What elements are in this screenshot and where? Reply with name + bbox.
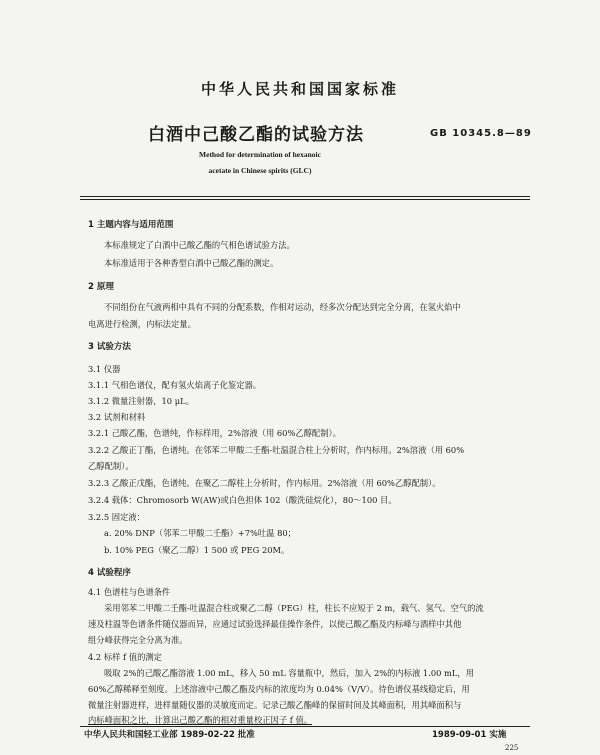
section-4-line: 组分峰获得完全分离为准。 [88, 635, 188, 645]
section-3-line: 乙醇配制）。 [88, 461, 134, 471]
section-1-paragraph: 本标准适用于各种香型白酒中己酸乙酯的测定。 [104, 258, 279, 268]
section-4-heading: 4 试验程序 [88, 568, 131, 578]
english-title-line-2: acetate in Chinese spirits (GLC) [208, 166, 312, 175]
section-4-line: 吸取 2%的己酸乙酯溶液 1.00 mL，移入 50 mL 容量瓶中，然后，加入 2%的内标液 1.00 mL，用 [104, 668, 475, 678]
standard-number: GB 10345.8—89 [430, 128, 532, 139]
section-4-line: 速及柱温等色谱条件随仪器而异，应通过试验选择最佳操作条件，以使己酸乙酯及内标峰与酒样中其他 [88, 619, 462, 629]
section-3-line: 3.2.5 固定液： [88, 512, 145, 522]
section-1-paragraph: 本标准规定了白酒中己酸乙酯的气相色谱试验方法。 [104, 240, 295, 250]
section-3-line: 3.2 试剂和材料 [88, 412, 146, 422]
section-4-line: 采用邻苯二甲酸二壬酯-吐温混合柱或聚乙二醇（PEG）柱，柱长不应短于 2 m，载气、氢气、空气的流 [104, 603, 484, 613]
title-divider-secondary [80, 199, 530, 200]
title-divider [80, 196, 530, 197]
section-1-heading: 1 主题内容与适用范围 [88, 220, 174, 230]
section-3-line: 3.2.2 乙酸正丁酯，色谱纯。在邻苯二甲酸二壬酯-吐温混合柱上分析时，作内标用。2%溶液（用 60% [88, 445, 465, 455]
section-4-line: 内标峰面积之比，计算出己酸乙酯的相对重量校正因子 f 值。 [88, 715, 313, 725]
footer-divider [80, 726, 530, 727]
issuing-authority-header: 中华人民共和国国家标准 [200, 80, 399, 98]
section-2-paragraph: 不同组份在气液两相中具有不同的分配系数，作相对运动，经多次分配达到完全分离，在氢火焰中 [104, 302, 461, 312]
section-3-line: 3.2.3 乙酸正戊酯，色谱纯。在聚乙二醇柱上分析时，作内标用。2%溶液（用 60%乙醇配制）。 [88, 478, 441, 488]
section-3-line: 3.1.2 微量注射器，10 μL。 [88, 396, 194, 406]
approval-info: 中华人民共和国轻工业部 1989-02-22 批准 [84, 730, 255, 740]
page-number: 225 [505, 744, 519, 752]
section-3-heading: 3 试验方法 [88, 342, 131, 352]
section-2-heading: 2 原理 [88, 282, 114, 292]
section-3-line: 3.2.1 己酸乙酯，色谱纯，作标样用，2%溶液（用 60%乙醇配制）。 [88, 428, 341, 438]
section-4-line: 4.1 色谱柱与色谱条件 [88, 587, 171, 597]
section-4-line: 微量注射器进样，进样量随仪器的灵敏度而定。记录己酸乙酯峰的保留时间及其峰面积，用其峰面积与 [88, 700, 462, 710]
effective-date: 1989-09-01 实施 [432, 730, 507, 740]
section-3-line: b. 10% PEG（聚乙二醇）1 500 或 PEG 20M。 [104, 545, 290, 555]
section-4-line: 4.2 标样 f 值的测定 [88, 652, 162, 662]
english-title-line-1: Method for determination of hexanoic [199, 150, 321, 159]
document-title: 白酒中己酸乙酯的试验方法 [148, 125, 364, 145]
section-3-line: a. 20% DNP（邻苯二甲酸二壬酯）+7%吐温 80； [104, 528, 296, 538]
section-3-line: 3.1 仪器 [88, 364, 121, 374]
section-3-line: 3.1.1 气相色谱仪，配有氢火焰离子化鉴定器。 [88, 380, 262, 390]
section-3-line: 3.2.4 载体：Chromosorb W(AW)或白色担体 102（酸洗硅烷化），80～100 目。 [88, 495, 397, 505]
section-4-line: 60%乙醇稀释至刻度。上述溶液中己酸乙酯及内标的浓度均为 0.04%（V/V）。待色谱仪基线稳定后，用 [88, 684, 470, 694]
section-2-paragraph: 电离进行检测，内标法定量。 [88, 319, 196, 329]
